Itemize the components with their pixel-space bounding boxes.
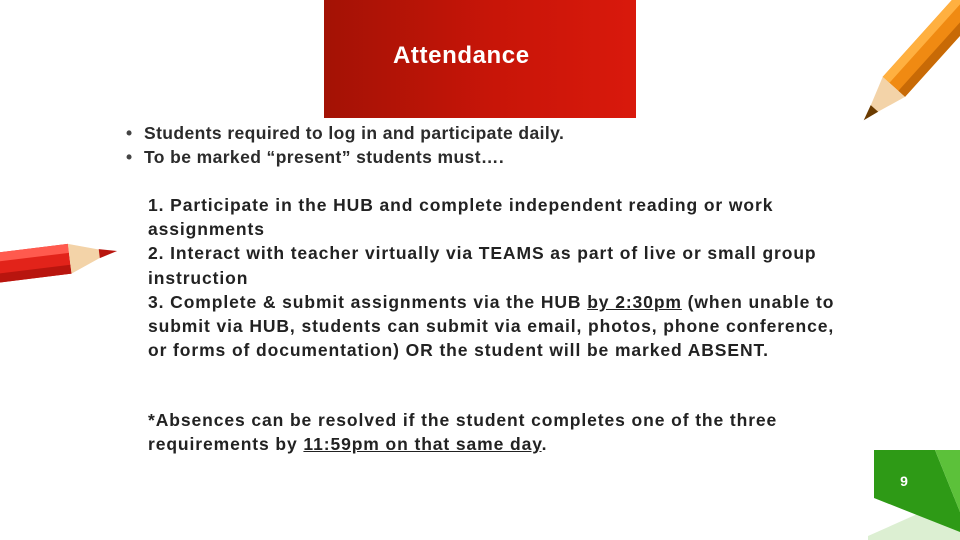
absence-note: *Absences can be resolved if the student completes one of the three requirements by 11:59pm on that same day. [148,410,778,455]
requirement-2: 2. Interact with teacher virtually via TEAMS as part of live or small group instruction [148,243,817,288]
requirements-list [148,193,838,362]
bullet-item: • Students required to log in and participate daily. [126,123,565,143]
red-pencil-icon [0,0,130,300]
bullet-dot-icon: • [126,123,133,143]
slide-title: Attendance [393,42,530,69]
deadline-2-30pm: by 2:30pm [587,291,682,312]
requirement-1: 1. Participate in the HUB and complete independent reading or work assignments [148,195,774,240]
bullet-item: • To be marked “present” students must…. [126,147,505,167]
bullet-dot-icon: • [126,147,133,167]
requirement-3: 3. Complete & submit assignments via the HUB by 2:30pm (when unable to submit via HUB, students can submit via email, photos, phone conference, or forms of documentation) OR the student will be marked ABSENT. [148,291,835,361]
bullet-list [126,121,564,169]
page-number-badge [860,440,960,540]
page-number: 9 [900,473,908,489]
deadline-11-59pm: 11:59pm on that same day [303,434,542,455]
